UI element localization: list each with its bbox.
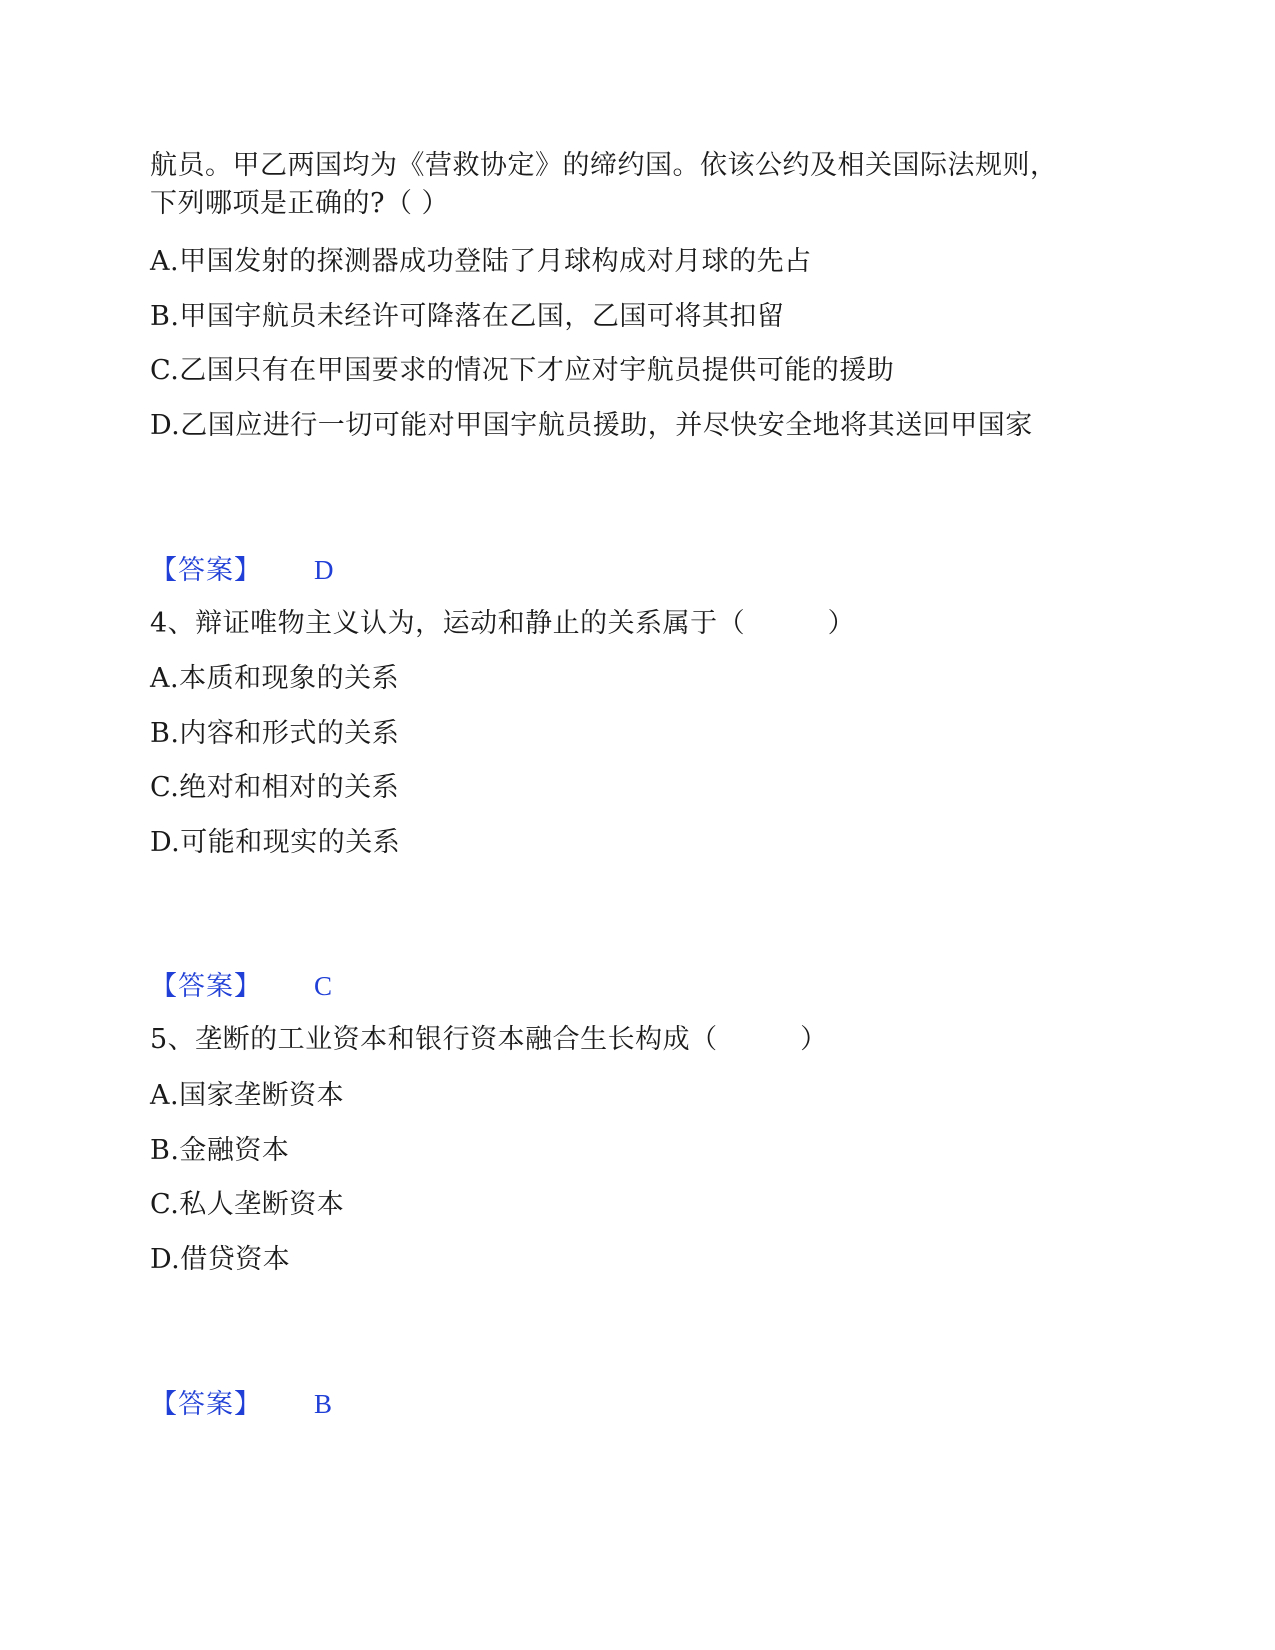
q4-option-b: B.内容和形式的关系: [150, 718, 400, 749]
q4-stem: 4、辩证唯物主义认为，运动和静止的关系属于（ ）: [150, 608, 856, 639]
q4-answer-label: 【答案】: [150, 971, 262, 1002]
q3-stem-line1: 航员。甲乙两国均为《营救协定》的缔约国。依该公约及相关国际法规则，: [150, 150, 1058, 181]
q4-answer-value: C: [314, 971, 333, 1001]
q5-option-c: C.私人垄断资本: [150, 1189, 345, 1220]
q3-answer-label: 【答案】: [150, 555, 262, 586]
q4-option-d: D.可能和现实的关系: [150, 827, 401, 858]
q5-option-b: B.金融资本: [150, 1135, 290, 1166]
q3-stem-line2: 下列哪项是正确的?（ ）: [150, 188, 450, 219]
q5-stem: 5、垄断的工业资本和银行资本融合生长构成（ ）: [150, 1024, 828, 1055]
q3-answer: [150, 552, 334, 589]
q4-answer: [150, 968, 333, 1005]
q4-option-a: A.本质和现象的关系: [150, 663, 400, 694]
q3-option-d: D.乙国应进行一切可能对甲国宇航员援助，并尽快安全地将其送回甲国家: [150, 410, 1033, 441]
q3-option-a: A.甲国发射的探测器成功登陆了月球构成对月球的先占: [150, 246, 812, 277]
q4-option-c: C.绝对和相对的关系: [150, 772, 400, 803]
q3-answer-value: D: [314, 555, 334, 585]
q5-option-a: A.国家垄断资本: [150, 1080, 345, 1111]
q3-option-b: B.甲国宇航员未经许可降落在乙国，乙国可将其扣留: [150, 301, 785, 332]
q5-answer-value: B: [314, 1389, 333, 1419]
q5-answer-label: 【答案】: [150, 1389, 262, 1420]
q5-option-d: D.借贷资本: [150, 1244, 291, 1275]
q3-option-c: C.乙国只有在甲国要求的情况下才应对宇航员提供可能的援助: [150, 355, 895, 386]
q5-answer: [150, 1386, 333, 1423]
